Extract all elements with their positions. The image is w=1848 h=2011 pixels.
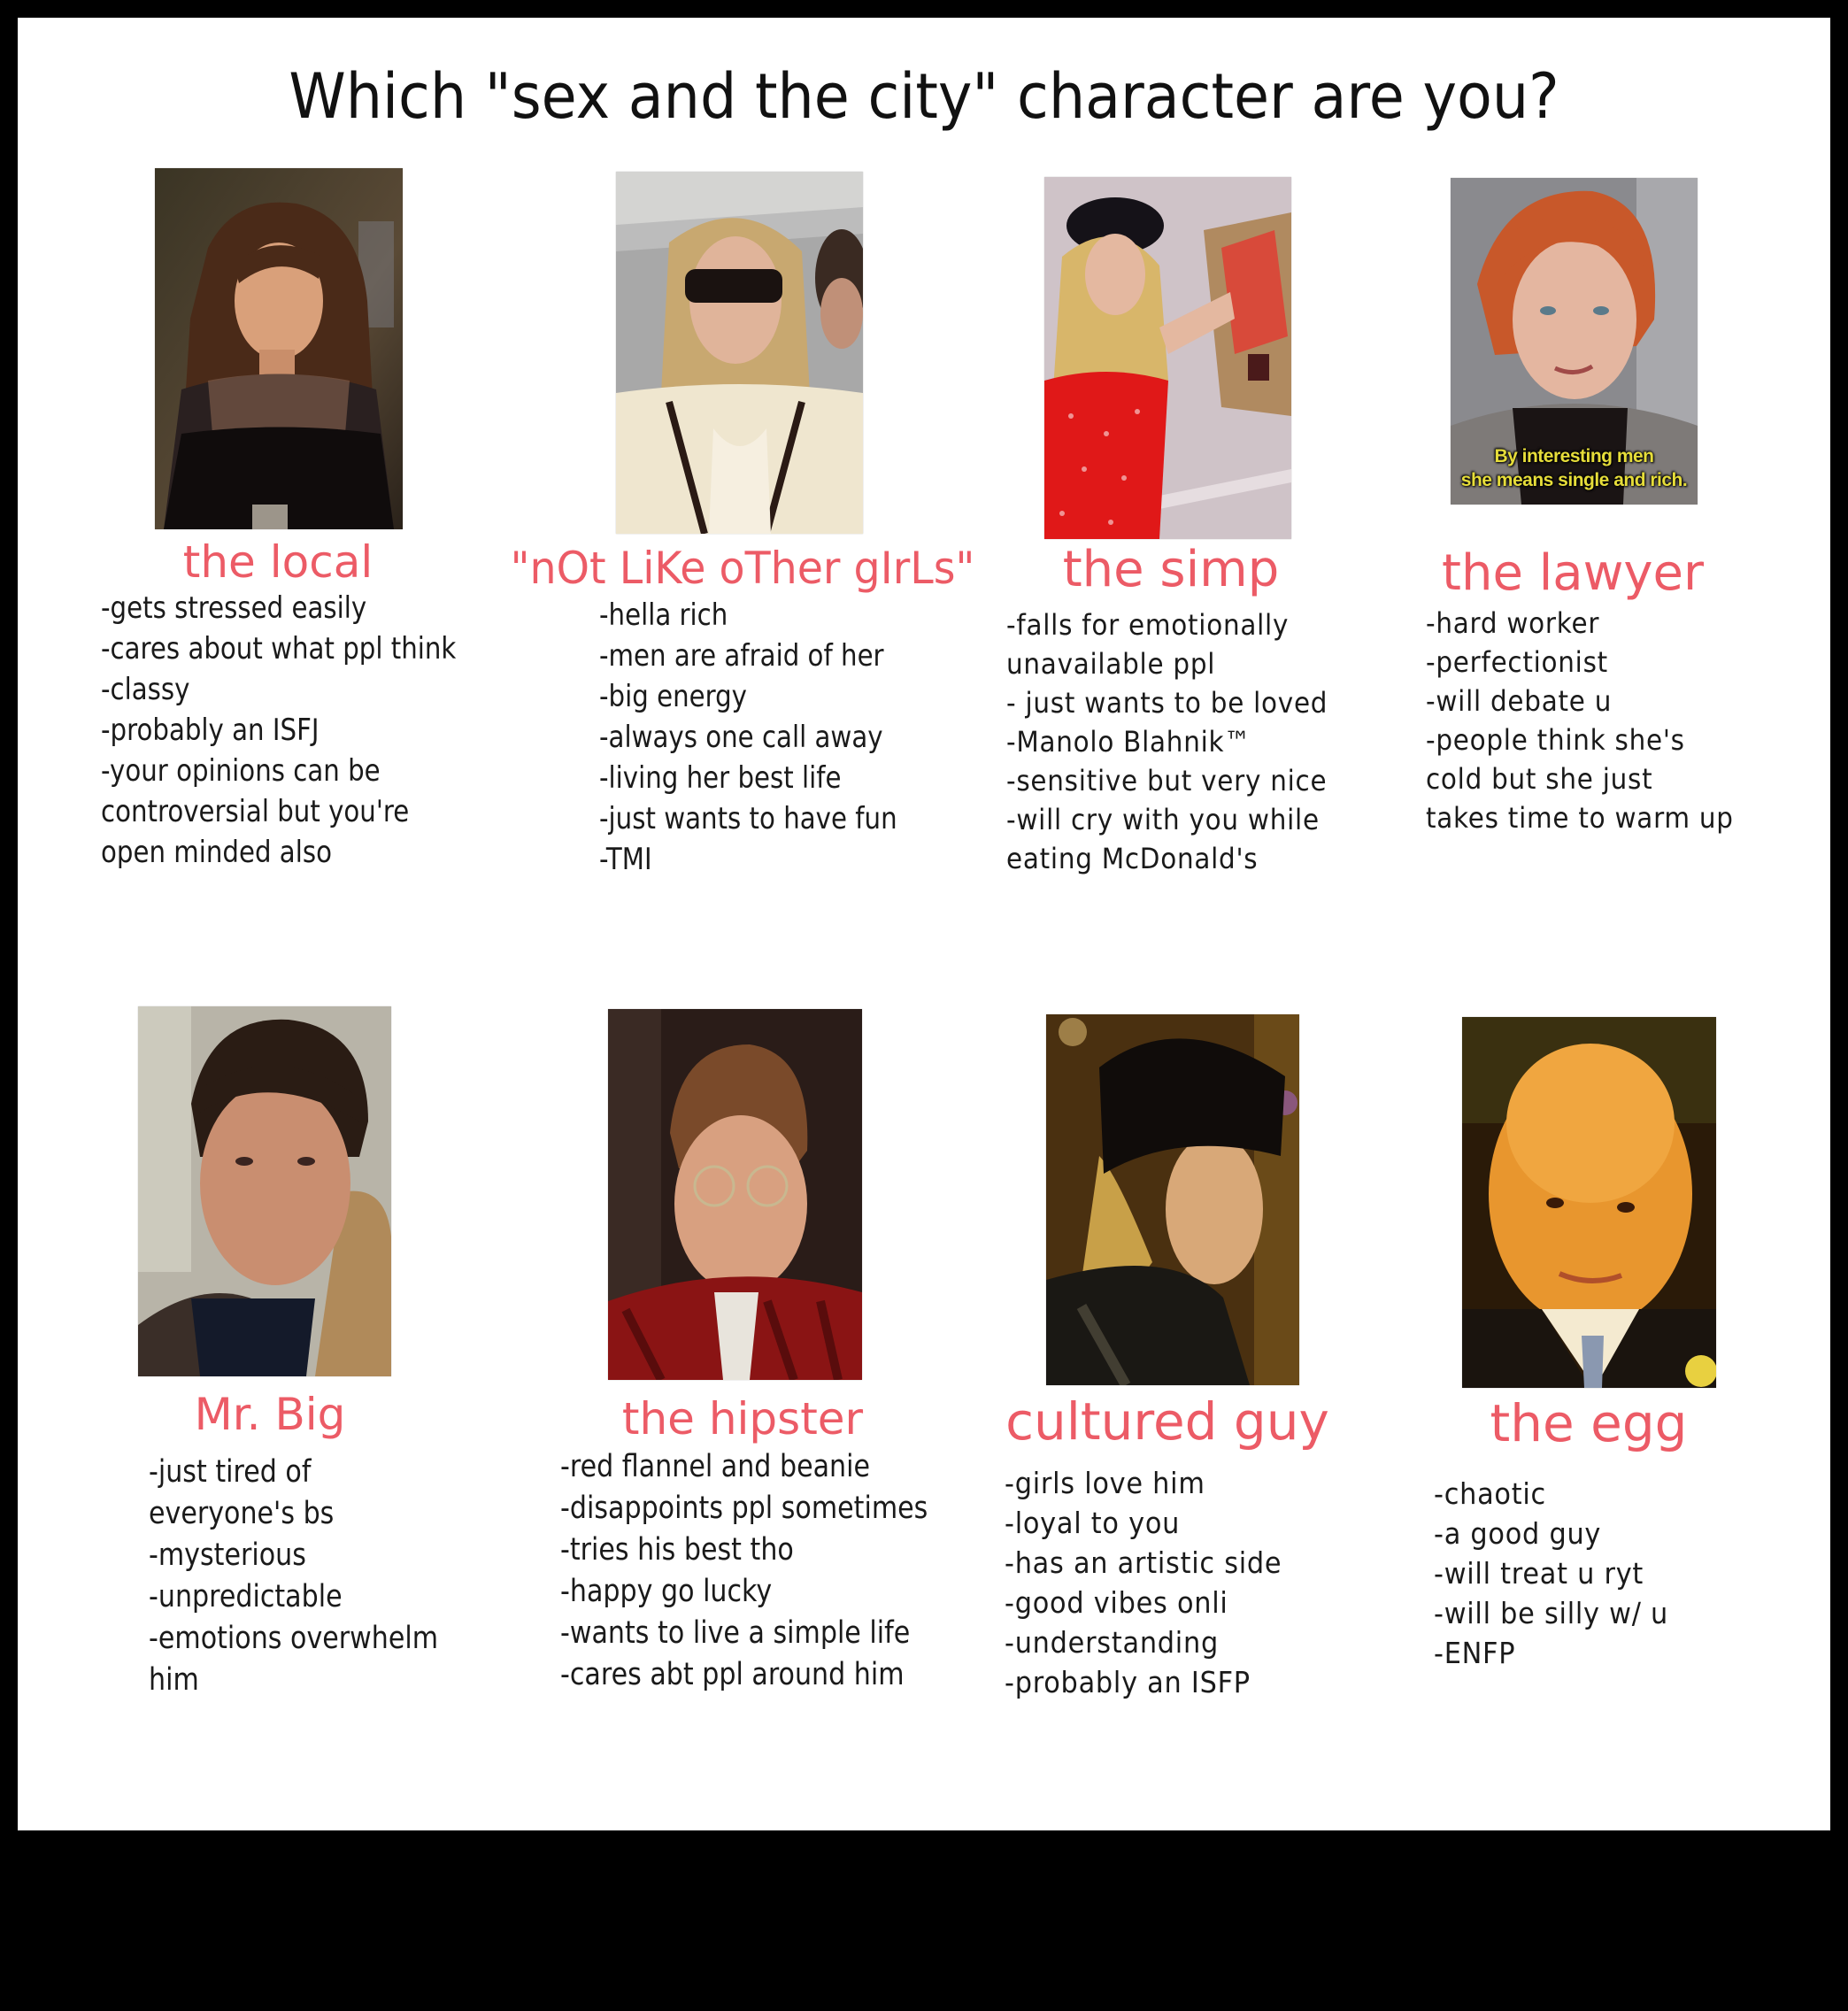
trait: him [149,1662,199,1698]
photo-the-hipster [608,1009,862,1380]
photo-cultured-guy [1046,1014,1299,1385]
trait: -classy [101,672,190,707]
trait: -cares abt ppl around him [560,1657,905,1692]
trait: -your opinions can be [101,753,381,789]
traits-list-the-local [101,588,456,873]
photo-not-like-other-girls [616,172,863,534]
page-title: Which "sex and the city" character are you? [289,60,1559,133]
photo-the-egg [1462,1017,1716,1388]
trait: cold but she just [1426,762,1653,796]
trait: -ENFP [1434,1636,1516,1670]
trait: -probably an ISFJ [101,713,320,748]
trait: -happy go lucky [560,1574,773,1609]
traits-list-the-hipster [560,1446,928,1696]
trait: -TMI [599,842,652,877]
woman-red-dress-portrait-icon [1044,177,1291,539]
trait: -just tired of [149,1454,312,1490]
trait: controversial but you're [101,794,410,829]
trait: -will cry with you while [1006,803,1320,836]
character-title: cultured guy [1005,1391,1329,1452]
trait: -living her best life [599,760,842,796]
trait: -tries his best tho [560,1532,794,1568]
trait: everyone's bs [149,1496,335,1531]
trait: eating McDonald's [1006,842,1259,875]
man-bald-portrait-icon [1462,1017,1716,1388]
man-beanie-portrait-icon [1046,1014,1299,1385]
woman-portrait-icon [155,168,403,529]
trait: -will be silly w/ u [1434,1596,1669,1630]
photo-mr-big [138,1006,391,1376]
trait: -girls love him [1005,1466,1205,1500]
trait: -perfectionist [1426,645,1608,679]
trait: -loyal to you [1005,1506,1181,1540]
trait: -probably an ISFP [1005,1665,1251,1699]
trait: -gets stressed easily [101,590,367,626]
trait: -mysterious [149,1537,306,1573]
trait: -good vibes onli [1005,1585,1228,1620]
trait: -wants to live a simple life [560,1615,911,1651]
trait: -always one call away [599,720,883,755]
trait: -chaotic [1434,1476,1546,1511]
trait: -men are afraid of her [599,638,884,674]
man-glasses-portrait-icon [608,1009,862,1380]
subtitle-caption: By interesting men she means single and rich. [1460,446,1688,490]
trait: -will debate u [1426,684,1613,718]
photo-the-simp [1044,177,1291,539]
trait: -hella rich [599,597,728,633]
character-title: the egg [1490,1393,1688,1453]
traits-list-mr-big [149,1452,438,1701]
trait: -will treat u ryt [1434,1556,1644,1591]
traits-list-cultured-guy [1005,1463,1282,1702]
trait: unavailable ppl [1006,647,1216,681]
trait: -cares about what ppl think [101,631,457,666]
trait: -emotions overwhelm [149,1621,439,1656]
trait: -disappoints ppl sometimes [560,1491,928,1526]
traits-list-the-simp [1006,605,1328,878]
trait: -unpredictable [149,1579,343,1614]
trait: -understanding [1005,1625,1219,1660]
woman-sunglasses-portrait-icon [616,172,863,534]
character-title: "nOt LiKe oTher gIrLs" [510,543,975,594]
trait: takes time to warm up [1426,801,1734,835]
traits-list-the-lawyer [1426,604,1734,837]
character-title: the hipster [621,1393,864,1445]
photo-the-lawyer [1451,178,1698,505]
trait: -red flannel and beanie [560,1449,871,1484]
character-title: Mr. Big [194,1389,346,1440]
trait: -Manolo Blahnik™ [1006,725,1251,759]
trait: -people think she's [1426,723,1685,757]
trait: -big energy [599,679,747,714]
traits-list-not-like-other-girls [599,595,897,880]
trait: -falls for emotionally [1006,608,1290,642]
trait: -has an artistic side [1005,1545,1282,1580]
trait: -sensitive but very nice [1006,764,1328,797]
character-title: the local [182,536,373,588]
character-title: the lawyer [1442,544,1704,602]
man-dark-hair-portrait-icon [138,1006,391,1376]
trait: open minded also [101,835,332,870]
trait: -hard worker [1426,606,1600,640]
trait: -a good guy [1434,1516,1602,1551]
photo-the-local [155,168,403,529]
trait: -just wants to have fun [599,801,897,836]
character-title: the simp [1062,541,1280,598]
traits-list-the-egg [1434,1474,1668,1673]
trait: - just wants to be loved [1006,686,1328,720]
